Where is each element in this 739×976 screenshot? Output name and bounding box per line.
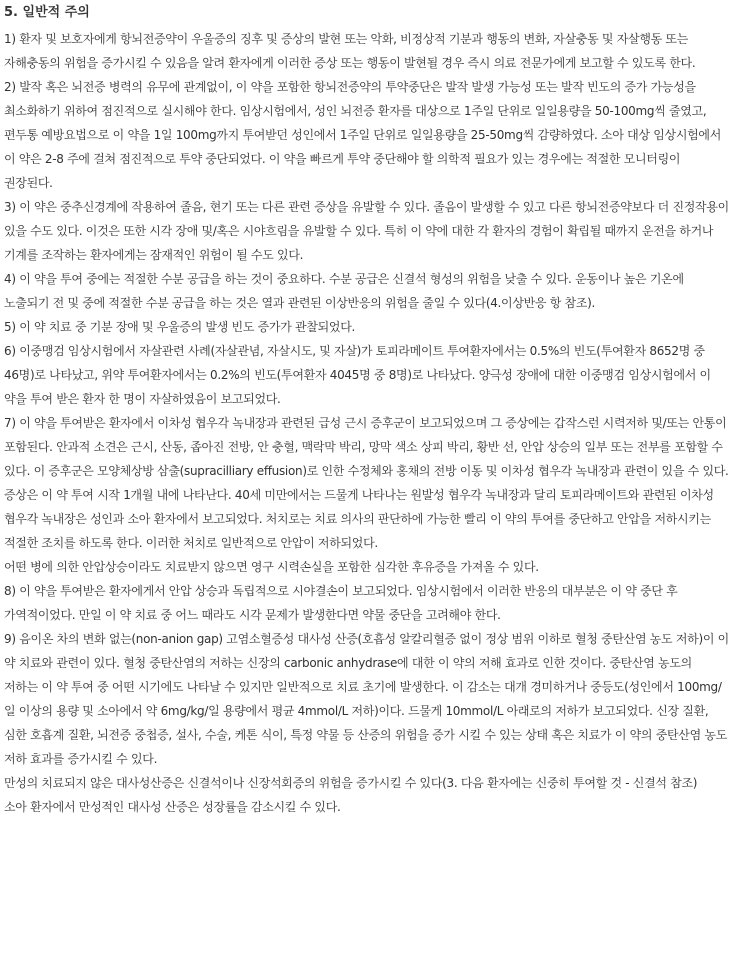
paragraph-9-note-2: 소아 환자에서 만성적인 대사성 산증은 성장률을 감소시킬 수 있다.	[4, 800, 341, 814]
paragraph-6: 6) 이중맹검 임상시험에서 자살관련 사례(자살관념, 자살시도, 및 자살)가 토피라메이트 투여환자에서는 0.5%의 빈도(투여환자 8652명 중 46명)로 나타났고, 위약 투여환자에서는 0.2%의 빈도(투여환자 4045명 중 8명)로 나타났다. 양극성 장애에 대한 이중맹검 임상시험에서 이 약을 투여 받은 환자 한 명이 자살하였음이 보고되었다.	[4, 344, 711, 406]
paragraph-3: 3) 이 약은 중추신경계에 작용하여 졸음, 현기 또는 다른 관련 증상을 유발할 수 있다. 졸음이 발생할 수 있고 다른 항뇌전증약보다 더 진정작용이 있을 수도 있다. 이것은 또한 시각 장애 및/혹은 시야흐림을 유발할 수 있다. 특히 이 약에 대한 각 환자의 경험이 확립될 때까지 운전을 하거나 기계를 조작하는 환자에게는 잠재적인 위험이 될 수도 있다.	[4, 200, 729, 262]
paragraph-2: 2) 발작 혹은 뇌전증 병력의 유무에 관계없이, 이 약을 포함한 항뇌전증약의 투약중단은 발작 발생 가능성 또는 발작 빈도의 증가 가능성을 최소화하기 위하여 점진적으로 실시해야 한다. 임상시험에서, 성인 뇌전증 환자를 대상으로 1주일 단위로 일일용량을 50-100mg씩 줄였고, 편두통 예방요법으로 이 약을 1일 100mg까지 투여받던 성인에서 1주일 단위로 일일용량을 25-50mg씩 감량하였다. 소아 대상 임상시험에서 이 약은 2-8 주에 걸쳐 점진적으로 투약 중단되었다. 이 약을 빠르게 투약 중단해야 할 의학적 필요가 있는 경우에는 적절한 모니터링이 권장된다.	[4, 80, 722, 190]
paragraph-9: 9) 음이온 차의 변화 없는(non-anion gap) 고염소혈증성 대사성 산증(호흡성 알칼리혈증 없이 정상 범위 이하로 혈청 중탄산염 농도 저하)이 이 약 치료와 관련이 있다. 혈청 중탄산염의 저하는 신장의 carbonic anhydrase에 대한 이 약의 저해 효과로 인한 것이다. 중탄산염 농도의 저하는 이 약 투여 중 어떤 시기에도 나타날 수 있지만 일반적으로 치료 초기에 발생한다. 이 감소는 대개 경미하거나 중등도(성인에서 100mg/일 이상의 용량 및 소아에서 약 6mg/kg/일 용량에서 평균 4mmol/L 저하)이다. 드물게 10mmol/L 아래로의 저하가 보고되었다. 신장 질환, 심한 호흡계 질환, 뇌전증 중첩증, 설사, 수술, 케톤 식이, 특정 약물 등 산증의 위험을 증가 시킬 수 있는 상태 혹은 치료가 이 약의 중탄산염 농도 저하 효과를 증가시킬 수 있다.	[4, 632, 729, 766]
section-heading: 5. 일반적 주의	[4, 5, 90, 20]
paragraph-4: 4) 이 약을 투여 중에는 적절한 수분 공급을 하는 것이 중요하다. 수분 공급은 신결석 형성의 위험을 낮출 수 있다. 운동이나 높은 기온에 노출되기 전 및 중에 적절한 수분 공급을 하는 것은 열과 관련된 이상반응의 위험을 줄일 수 있다(4.이상반응 항 참조).	[4, 272, 684, 310]
paragraph-8: 8) 이 약을 투여받은 환자에게서 안압 상승과 독립적으로 시야결손이 보고되었다. 임상시험에서 이러한 반응의 대부분은 이 약 중단 후 가역적이었다. 만일 이 약 치료 중 어느 때라도 시각 문제가 발생한다면 약물 중단을 고려해야 한다.	[4, 584, 678, 622]
paragraph-7: 7) 이 약을 투여받은 환자에서 이차성 협우각 녹내장과 관련된 급성 근시 증후군이 보고되었으며 그 증상에는 갑작스런 시력저하 및/또는 안통이 포함된다. 안과적 소견은 근시, 산동, 좁아진 전방, 안 충혈, 맥락막 박리, 망막 색소 상피 박리, 황반 선, 안압 상승의 일부 또는 전부를 포함할 수 있다. 이 증후군은 모양체상방 삼출(supracilliary effusion)로 인한 수정체와 홍채의 전방 이동 및 이차성 협우각 녹내장과 관련이 있을 수 있다. 증상은 이 약 투여 시작 1개월 내에 나타난다. 40세 미만에서는 드물게 나타나는 원발성 협우각 녹내장과 달리 토피라메이트와 관련된 이차성 협우각 녹내장은 성인과 소아 환자에서 보고되었다. 처치로는 치료 의사의 판단하에 가능한 빨리 이 약의 투여를 중단하고 안압을 저하시키는 적절한 조치를 하도록 한다. 이러한 처치로 일반적으로 안압이 저하되었다.	[4, 416, 729, 550]
paragraph-1: 1) 환자 및 보호자에게 항뇌전증약이 우울증의 징후 및 증상의 발현 또는 악화, 비정상적 기분과 행동의 변화, 자살충동 및 자살행동 또는 자해충동의 위험을 증가시킬 수 있음을 알려 환자에게 이러한 증상 또는 행동이 발현될 경우 즉시 의료 전문가에게 보고할 수 있도록 한다.	[4, 32, 696, 70]
paragraph-5: 5) 이 약 치료 중 기분 장애 및 우울증의 발생 빈도 증가가 관찰되었다.	[4, 320, 355, 334]
paragraph-7-note: 어떤 병에 의한 안압상승이라도 치료받지 않으면 영구 시력손실을 포함한 심각한 후유증을 가져올 수 있다.	[4, 560, 539, 574]
paragraph-9-note-1: 만성의 치료되지 않은 대사성산증은 신결석이나 신장석회증의 위험을 증가시킬 수 있다(3. 다음 환자에는 신중히 투여할 것 - 신결석 참조)	[4, 776, 698, 790]
